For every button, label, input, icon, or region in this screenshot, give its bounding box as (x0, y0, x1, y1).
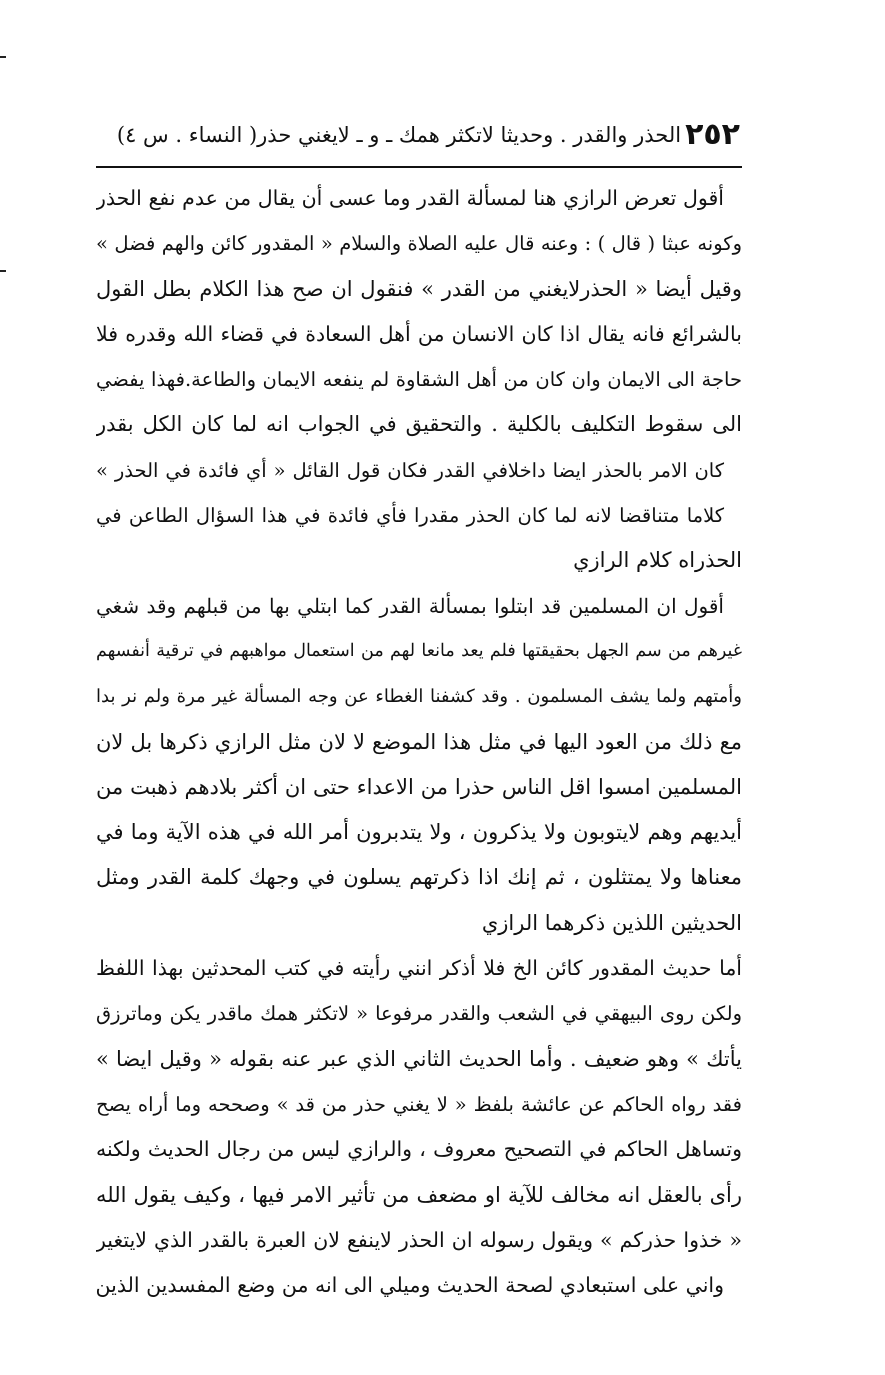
text-line: أقول ان المسلمين قد ابتلوا بمسألة القدر كما ابتلي بها من قبلهم وقد شغي (96, 593, 724, 618)
text-line: وقيل أيضا « الحذرلايغني من القدر » فنقول ان صح هذا الكلام بطل القول (96, 276, 742, 301)
text-line: مع ذلك من العود اليها في مثل هذا الموضع لا لان مثل الرازي ذكرها بل لان (96, 729, 742, 754)
body-text (96, 176, 742, 1308)
text-line: بالشرائع فانه يقال اذا كان الانسان من أهل السعادة في قضاء الله وقدره فلا (96, 321, 742, 346)
text-line: حاجة الى الايمان وان كان من أهل الشقاوة لم ينفعه الايمان والطاعة.فهذا يفضي (96, 368, 742, 392)
margin-mark (0, 270, 6, 272)
text-line: أقول تعرض الرازي هنا لمسألة القدر وما عسى أن يقال من عدم نفع الحذر (96, 186, 724, 210)
text-line: أما حديث المقدور كائن الخ فلا أذكر انني رأيته في كتب المحدثين بهذا اللفظ (96, 956, 742, 981)
running-header (98, 112, 740, 158)
text-line: وكونه عبثا ( قال ) : وعنه قال عليه الصلاة والسلام « المقدور كائن والهم فضل » (96, 232, 742, 256)
text-line: فقد رواه الحاكم عن عائشة بلفظ « لا يغني حذر من قد » وصححه وما أراه يصح (96, 1092, 742, 1116)
text-line: كان الامر بالحذر ايضا داخلافي القدر فكان قول القائل « أي فائدة في الحذر » (96, 458, 724, 482)
text-line: وتساهل الحاكم في التصحيح معروف ، والرازي ليس من رجال الحديث ولكنه (96, 1137, 742, 1162)
text-line: يأتك » وهو ضعيف . وأما الحديث الثاني الذي عبر عنه بقوله « وقيل ايضا » (96, 1046, 742, 1071)
text-line: الى سقوط التكليف بالكلية . والتحقيق في الجواب انه لما كان الكل بقدر (96, 412, 742, 437)
text-line: المسلمين امسوا اقل الناس حذرا من الاعداء حتى ان أكثر بلادهم ذهبت من (96, 774, 742, 799)
text-line: الحذراه كلام الرازي (573, 548, 742, 573)
text-line: واني على استبعادي لصحة الحديث وميلي الى انه من وضع المفسدين الذين (96, 1273, 724, 1298)
text-line: رأى بالعقل انه مخالف للآية او مضعف من تأثير الامر فيها ، وكيف يقول الله (96, 1182, 742, 1207)
text-line: وأمتهم ولما يشف المسلمون . وقد كشفنا الغطاء عن وجه المسألة غير مرة ولم نر بدا (96, 686, 742, 708)
text-line: ولكن روى البيهقي في الشعب والقدر مرفوعا « لاتكثر همك ماقدر يكن وماترزق (96, 1002, 742, 1026)
running-header-title: الحذر والقدر . وحديثا لاتكثر همك ـ و ـ لايغني حذر( النساء . س ٤) (116, 122, 682, 147)
page-number: ٢٥٢ (685, 117, 740, 152)
margin-mark (0, 56, 6, 58)
text-line: غيرهم من سم الجهل بحقيقتها فلم يعد مانعا لهم من استعمال مواهبهم في ترقية أنفسهم (96, 640, 742, 661)
text-line: الحديثين اللذين ذكرهما الرازي (481, 910, 742, 935)
text-line: « خذوا حذركم » ويقول رسوله ان الحذر لاينفع لان العبرة بالقدر الذي لايتغير (96, 1227, 742, 1252)
text-line: أيديهم وهم لايتوبون ولا يذكرون ، ولا يتدبرون أمر الله في هذه الآية وما في (96, 820, 742, 845)
text-line: معناها ولا يمتثلون ، ثم إنك اذا ذكرتهم يسلون في وجهك كلمة القدر ومثل (96, 865, 742, 890)
text-line: كلاما متناقضا لانه لما كان الحذر مقدرا فأي فائدة في هذا السؤال الطاعن في (96, 504, 724, 528)
header-divider (96, 166, 742, 168)
